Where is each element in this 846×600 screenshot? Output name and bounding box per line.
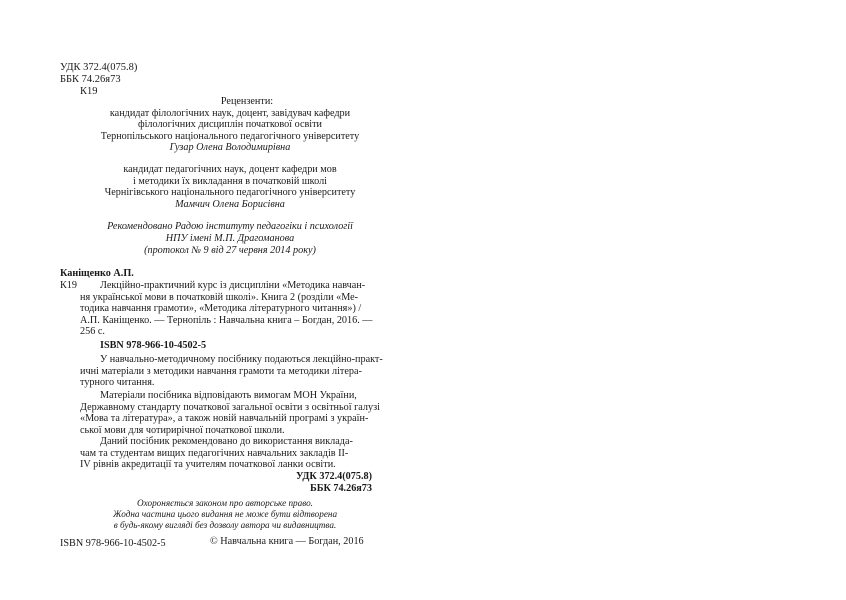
abstract-paragraph-3 [80,436,372,471]
abstract-line: Даний посібник рекомендовано до використання виклада- [100,436,353,447]
abstract-line: «Мова та література», а також новій навчальній програмі з україн- [80,413,369,425]
reviewer1-line2: філологічних дисциплін початкової освіти [137,119,323,131]
abstract-line: турного читання. [80,377,155,389]
catalog-isbn: ISBN 978-966-10-4502-5 [100,340,207,351]
abstract-paragraph-1 [80,354,383,389]
recommendation-line2: НПУ імені М.П. Драгоманова [165,232,295,244]
catalog-desc-line: 256 с. [80,326,105,338]
catalog-desc-line: Лекційно-практичний курс із дисципліни «Методика навчан- [100,280,366,291]
abstract-line: ської мови для чотирирічної початкової школи. [80,424,285,436]
abstract-line: ІV рівнів акредитації та учителям початкової ланки освіти. [80,459,336,471]
reviewer2-line3: Чернігівського національного педагогічного університету [104,187,356,199]
catalog-desc-line: А.П. Каніщенко. — Тернопіль : Навчальна книга – Богдан, 2016. — [80,314,373,326]
reviewer2-line2: і методики їх викладання в початковій школі [133,175,327,187]
reviewer1-name: Гузар Олена Володимирівна [169,142,291,154]
catalog-description [80,280,372,338]
catalog-author: Каніщенко А.П. [60,268,134,279]
catalog-udk: УДК 372.4(075.8) [295,471,372,482]
footer-copyright: © Навчальна книга — Богдан, 2016 [210,536,364,547]
catalog-code: К19 [80,86,98,97]
abstract-line: ичні матеріали з методики навчання грамоти та методики літера- [80,365,362,377]
copyright-notice [80,498,370,531]
bbk-code: ББК 74.26я73 [60,74,121,85]
copyright-notice-line3: в будь-якому вигляді без дозволу автора чи видавництва. [113,520,337,530]
reviewers-block [60,96,400,256]
copyright-notice-line2: Жодна частина цього видання не може бути відтворена [112,509,338,519]
abstract-line: Державному стандарту початкової загальної освіти з освітньої галузі [80,401,380,413]
reviewer2-line1: кандидат педагогічних наук, доцент кафедри мов [123,163,337,175]
reviewer1-line1: кандидат філологічних наук, доцент, завідувач кафедри [109,107,351,119]
udk-header [60,62,137,98]
abstract-line: Матеріали посібника відповідають вимогам МОН України, [100,390,357,401]
udk-code: УДК 372.4(075.8) [60,62,138,73]
abstract-line: чам та студентам вищих педагогічних навчальних закладів ІІ- [80,447,349,459]
reviewer1-line3: Тернопільського національного педагогічного університету [100,130,360,142]
catalog-desc-line: ня української мови в початковій школі». Книга 2 (розділи «Ме- [80,291,359,303]
catalog-bbk: ББК 74.26я73 [309,482,372,494]
copyright-notice-line1: Охороняється законом про авторське право. [137,498,313,508]
recommendation-line3: (протокол № 9 від 27 червня 2014 року) [144,244,316,256]
footer-isbn: ISBN 978-966-10-4502-5 [60,538,166,549]
catalog-desc-line: тодика навчання грамоти», «Методика літературного читання») / [80,303,362,315]
catalog-code-left: К19 [60,280,77,291]
abstract-paragraph-2 [80,390,380,436]
abstract-line: У навчально-методичному посібнику подаються лекційно-практ- [100,354,383,365]
reviewers-heading: Рецензенти: [220,96,274,107]
reviewer2-name: Мамчич Олена Борисівна [175,198,285,210]
recommendation-line1: Рекомендовано Радою інституту педагогіки і психології [107,221,353,233]
catalog-udk-bbk [250,471,372,494]
